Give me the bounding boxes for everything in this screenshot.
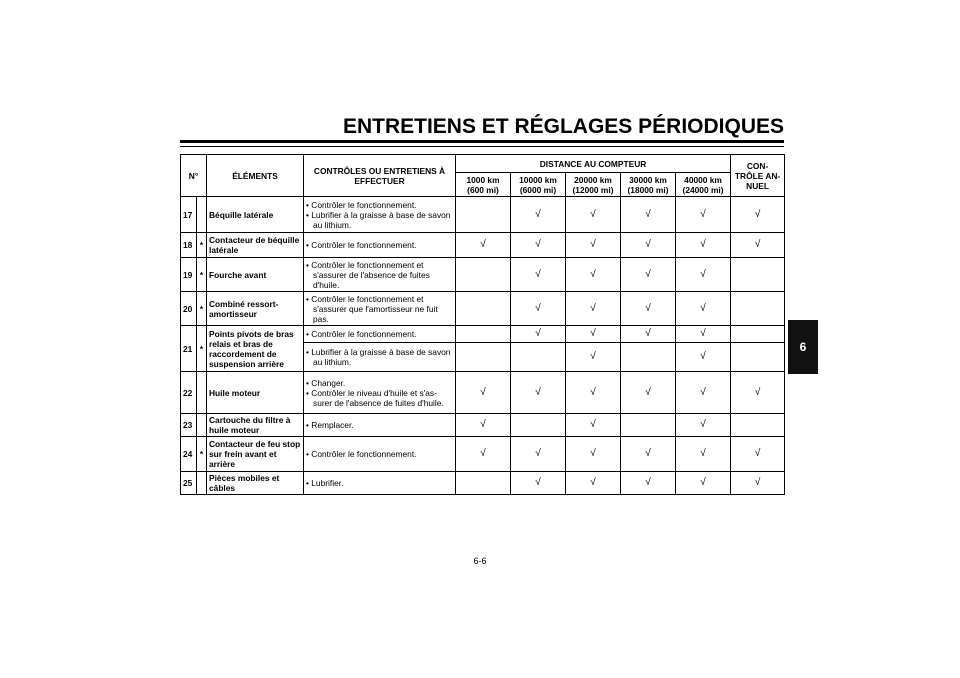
row-asterisk: *	[197, 258, 207, 292]
maintenance-table	[180, 154, 785, 495]
row-item: Points pivots de bras relais et bras de raccordement de suspension arrière	[207, 326, 304, 372]
check-mark	[731, 414, 785, 437]
check-mark: √	[621, 437, 676, 472]
operation-item: • Contrôler le fonctionnement et s'assurer que l'amortisseur ne fuit pas.	[306, 294, 453, 324]
check-mark	[456, 292, 511, 326]
interval-km: 30000 km	[629, 174, 667, 185]
check-mark: √	[511, 472, 566, 495]
operation-item: • Remplacer.	[306, 420, 453, 430]
check-mark: √	[566, 292, 621, 326]
operation-item: • Lubrifier à la graisse à base de savon au lithium.	[306, 210, 453, 230]
row-number: 22	[181, 372, 197, 414]
check-mark	[511, 343, 566, 372]
row-number: 17	[181, 197, 197, 233]
check-mark: √	[621, 197, 676, 233]
table-row	[181, 326, 785, 343]
check-mark: √	[566, 437, 621, 472]
check-mark: √	[511, 197, 566, 233]
check-mark: √	[676, 197, 731, 233]
check-mark: √	[511, 326, 566, 343]
row-number: 23	[181, 414, 197, 437]
check-mark: √	[621, 233, 676, 258]
check-mark: √	[511, 258, 566, 292]
check-mark: √	[676, 326, 731, 343]
row-asterisk	[197, 372, 207, 414]
check-mark: √	[456, 437, 511, 472]
operations-list	[306, 347, 453, 367]
row-item: Cartouche du filtre à huile moteur	[207, 414, 304, 437]
check-mark	[731, 258, 785, 292]
operations-list	[306, 420, 453, 430]
row-item: Béquille latérale	[207, 197, 304, 233]
row-asterisk: *	[197, 292, 207, 326]
header-interval	[456, 173, 511, 197]
row-operations	[304, 233, 456, 258]
row-number: 20	[181, 292, 197, 326]
row-operations	[304, 372, 456, 414]
operations-list	[306, 294, 453, 324]
check-mark: √	[566, 414, 621, 437]
header-interval	[511, 173, 566, 197]
header-interval	[676, 173, 731, 197]
operations-list	[306, 329, 453, 339]
interval-mi: (6000 mi)	[519, 184, 557, 195]
table-row	[181, 197, 785, 233]
check-mark: √	[621, 292, 676, 326]
table-body	[181, 197, 785, 495]
row-item: Contacteur de feu stop sur frein avant et arrière	[207, 437, 304, 472]
row-item: Pièces mobiles et câbles	[207, 472, 304, 495]
table-row	[181, 292, 785, 326]
row-item: Combiné ressort-amortisseur	[207, 292, 304, 326]
row-number: 19	[181, 258, 197, 292]
header-num: N°	[181, 155, 207, 197]
table-row	[181, 258, 785, 292]
operation-item: • Contrôler le fonctionnement.	[306, 240, 453, 250]
operation-item: • Changer.	[306, 378, 453, 388]
check-mark: √	[621, 326, 676, 343]
check-mark: √	[676, 472, 731, 495]
row-item: Huile moteur	[207, 372, 304, 414]
interval-km: 10000 km	[519, 174, 557, 185]
interval-mi: (12000 mi)	[572, 184, 614, 195]
title-rule-thin	[180, 146, 784, 147]
check-mark	[456, 197, 511, 233]
header-distance: DISTANCE AU COMPTEUR	[456, 155, 731, 173]
check-mark: √	[456, 233, 511, 258]
check-mark: √	[731, 437, 785, 472]
check-mark: √	[511, 292, 566, 326]
operation-item: • Contrôler le fonctionnement et s'assurer de l'absence de fuites d'huile.	[306, 260, 453, 290]
check-mark	[456, 258, 511, 292]
check-mark: √	[676, 372, 731, 414]
check-mark: √	[676, 292, 731, 326]
table-row	[181, 233, 785, 258]
check-mark	[731, 326, 785, 343]
check-mark: √	[566, 326, 621, 343]
header-ops: CONTRÔLES OU ENTRETIENS À EFFECTUER	[304, 155, 456, 197]
check-mark: √	[511, 372, 566, 414]
check-mark: √	[566, 343, 621, 372]
check-mark	[456, 326, 511, 343]
header-interval	[621, 173, 676, 197]
check-mark: √	[511, 233, 566, 258]
table-row	[181, 414, 785, 437]
row-operations	[304, 343, 456, 372]
operation-item: • Contrôler le fonctionnement.	[306, 329, 453, 339]
operation-item: • Contrôler le niveau d'huile et s'as-surer de l'absence de fuites d'huile.	[306, 388, 453, 408]
check-mark	[456, 343, 511, 372]
check-mark: √	[456, 414, 511, 437]
check-mark: √	[731, 197, 785, 233]
row-number: 21	[181, 326, 197, 372]
check-mark	[621, 414, 676, 437]
page-number: 6-6	[473, 556, 487, 566]
operation-item: • Contrôler le fonctionnement.	[306, 449, 453, 459]
table-row	[181, 472, 785, 495]
row-item: Fourche avant	[207, 258, 304, 292]
title-rule-thick	[180, 140, 784, 143]
check-mark: √	[621, 372, 676, 414]
check-mark	[511, 414, 566, 437]
header-interval	[566, 173, 621, 197]
check-mark: √	[621, 472, 676, 495]
operation-item: • Lubrifier.	[306, 478, 453, 488]
chapter-tab: 6	[788, 320, 818, 374]
row-operations	[304, 472, 456, 495]
row-number: 25	[181, 472, 197, 495]
operations-list	[306, 240, 453, 250]
check-mark: √	[731, 372, 785, 414]
interval-mi: (18000 mi)	[627, 184, 669, 195]
check-mark	[456, 472, 511, 495]
check-mark: √	[731, 233, 785, 258]
operations-list	[306, 260, 453, 290]
row-operations	[304, 292, 456, 326]
header-items: ÉLÉMENTS	[207, 155, 304, 197]
check-mark: √	[676, 233, 731, 258]
interval-mi: (24000 mi)	[682, 184, 724, 195]
row-operations	[304, 437, 456, 472]
check-mark	[731, 292, 785, 326]
row-asterisk: *	[197, 233, 207, 258]
check-mark: √	[676, 258, 731, 292]
row-asterisk	[197, 197, 207, 233]
operations-list	[306, 378, 453, 408]
interval-km: 1000 km	[466, 174, 500, 185]
check-mark: √	[566, 197, 621, 233]
interval-km: 40000 km	[684, 174, 722, 185]
row-asterisk: *	[197, 326, 207, 372]
row-item: Contacteur de béquille latérale	[207, 233, 304, 258]
row-operations	[304, 197, 456, 233]
page-title: ENTRETIENS ET RÉGLAGES PÉRIODIQUES	[342, 115, 784, 138]
check-mark	[731, 343, 785, 372]
check-mark: √	[731, 472, 785, 495]
operations-list	[306, 449, 453, 459]
operations-list	[306, 200, 453, 230]
row-operations	[304, 414, 456, 437]
row-asterisk: *	[197, 437, 207, 472]
table-header	[181, 155, 785, 197]
row-asterisk	[197, 472, 207, 495]
check-mark: √	[456, 372, 511, 414]
row-number: 24	[181, 437, 197, 472]
operation-item: • Contrôler le fonctionnement.	[306, 200, 453, 210]
interval-km: 20000 km	[574, 174, 612, 185]
header-annual: CON- TRÔLE AN- NUEL	[731, 155, 785, 197]
row-number: 18	[181, 233, 197, 258]
check-mark: √	[566, 472, 621, 495]
check-mark: √	[676, 343, 731, 372]
check-mark: √	[566, 233, 621, 258]
check-mark	[621, 343, 676, 372]
table-row	[181, 437, 785, 472]
row-operations	[304, 326, 456, 343]
check-mark: √	[566, 258, 621, 292]
operation-item: • Lubrifier à la graisse à base de savon au lithium.	[306, 347, 453, 367]
row-asterisk	[197, 414, 207, 437]
check-mark: √	[566, 372, 621, 414]
check-mark: √	[676, 414, 731, 437]
interval-mi: (600 mi)	[467, 184, 499, 195]
operations-list	[306, 478, 453, 488]
row-operations	[304, 258, 456, 292]
check-mark: √	[621, 258, 676, 292]
table-row	[181, 372, 785, 414]
check-mark: √	[511, 437, 566, 472]
check-mark: √	[676, 437, 731, 472]
